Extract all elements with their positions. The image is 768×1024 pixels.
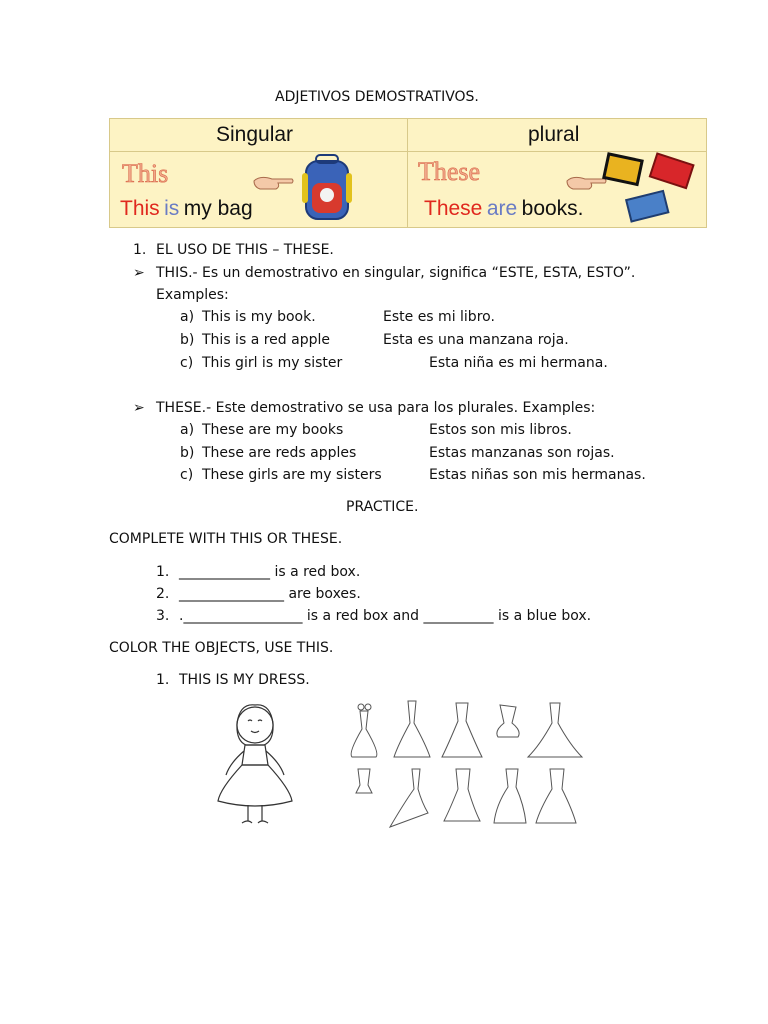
page-title: ADJETIVOS DEMOSTRATIVOS. [275, 89, 479, 105]
coloring-drawing [190, 693, 590, 833]
section-number: 1. [133, 242, 147, 258]
example-english: This girl is my sister [202, 355, 343, 371]
pointing-hand-icon [252, 171, 294, 193]
example-spanish: Este es mi libro. [383, 309, 495, 325]
dress-drawings [351, 701, 582, 827]
example-english: These are my books [202, 422, 344, 438]
singular-example-this: This [120, 197, 160, 220]
color-item-number: 1. [156, 672, 170, 688]
example-spanish: Estas niñas son mis hermanas. [429, 467, 646, 483]
girl-drawing [218, 705, 292, 823]
table-divider [407, 119, 408, 227]
list-item-letter: a) [180, 422, 195, 438]
color-item-text: THIS IS MY DRESS. [179, 672, 310, 688]
example-spanish: Estas manzanas son rojas. [429, 445, 615, 461]
books-icon [602, 151, 702, 223]
table-header-row [110, 119, 706, 152]
grammar-table [109, 118, 707, 228]
practice-heading: PRACTICE. [346, 499, 419, 515]
list-item-letter: b) [180, 445, 195, 461]
list-item-letter: c) [180, 355, 194, 371]
color-instruction: COLOR THE OBJECTS, USE THIS. [109, 640, 334, 656]
these-definition: THESE.- Este demostrativo se usa para los plurales. Examples: [156, 400, 596, 416]
practice-item: ._________________ is a red box and __________ is a blue box. [179, 608, 592, 624]
plural-example-books: books. [521, 197, 584, 220]
practice-item: _______________ are boxes. [179, 586, 361, 602]
this-definition: THIS.- Es un demostrativo en singular, significa “ESTE, ESTA, ESTO”. [156, 265, 636, 281]
pointing-hand-icon [565, 171, 607, 193]
practice-instruction: COMPLETE WITH THIS OR THESE. [109, 531, 343, 547]
backpack-icon [298, 153, 356, 225]
example-spanish: Esta niña es mi hermana. [429, 355, 608, 371]
list-item-letter: c) [180, 467, 194, 483]
plural-word: These [418, 157, 481, 186]
plural-example-are: are [486, 197, 518, 220]
singular-word: This [122, 159, 169, 188]
practice-number: 1. [156, 564, 170, 580]
bullet-arrow-icon: ➢ [133, 265, 145, 281]
examples-label: Examples: [156, 287, 229, 303]
example-spanish: Estos son mis libros. [429, 422, 572, 438]
practice-number: 2. [156, 586, 170, 602]
list-item-letter: b) [180, 332, 195, 348]
plural-example-these: These [424, 197, 483, 220]
example-english: These are reds apples [202, 445, 357, 461]
singular-example-is: is [164, 197, 180, 220]
list-item-letter: a) [180, 309, 195, 325]
practice-number: 3. [156, 608, 170, 624]
example-spanish: Esta es una manzana roja. [383, 332, 569, 348]
example-english: These girls are my sisters [202, 467, 382, 483]
section-heading: EL USO DE THIS – THESE. [156, 242, 334, 258]
example-english: This is my book. [202, 309, 316, 325]
example-english: This is a red apple [202, 332, 330, 348]
singular-header: Singular [216, 123, 294, 146]
practice-item: _____________ is a red box. [179, 564, 361, 580]
plural-header: plural [528, 123, 580, 146]
bullet-arrow-icon: ➢ [133, 400, 145, 416]
singular-example-mybag: my bag [183, 197, 253, 220]
